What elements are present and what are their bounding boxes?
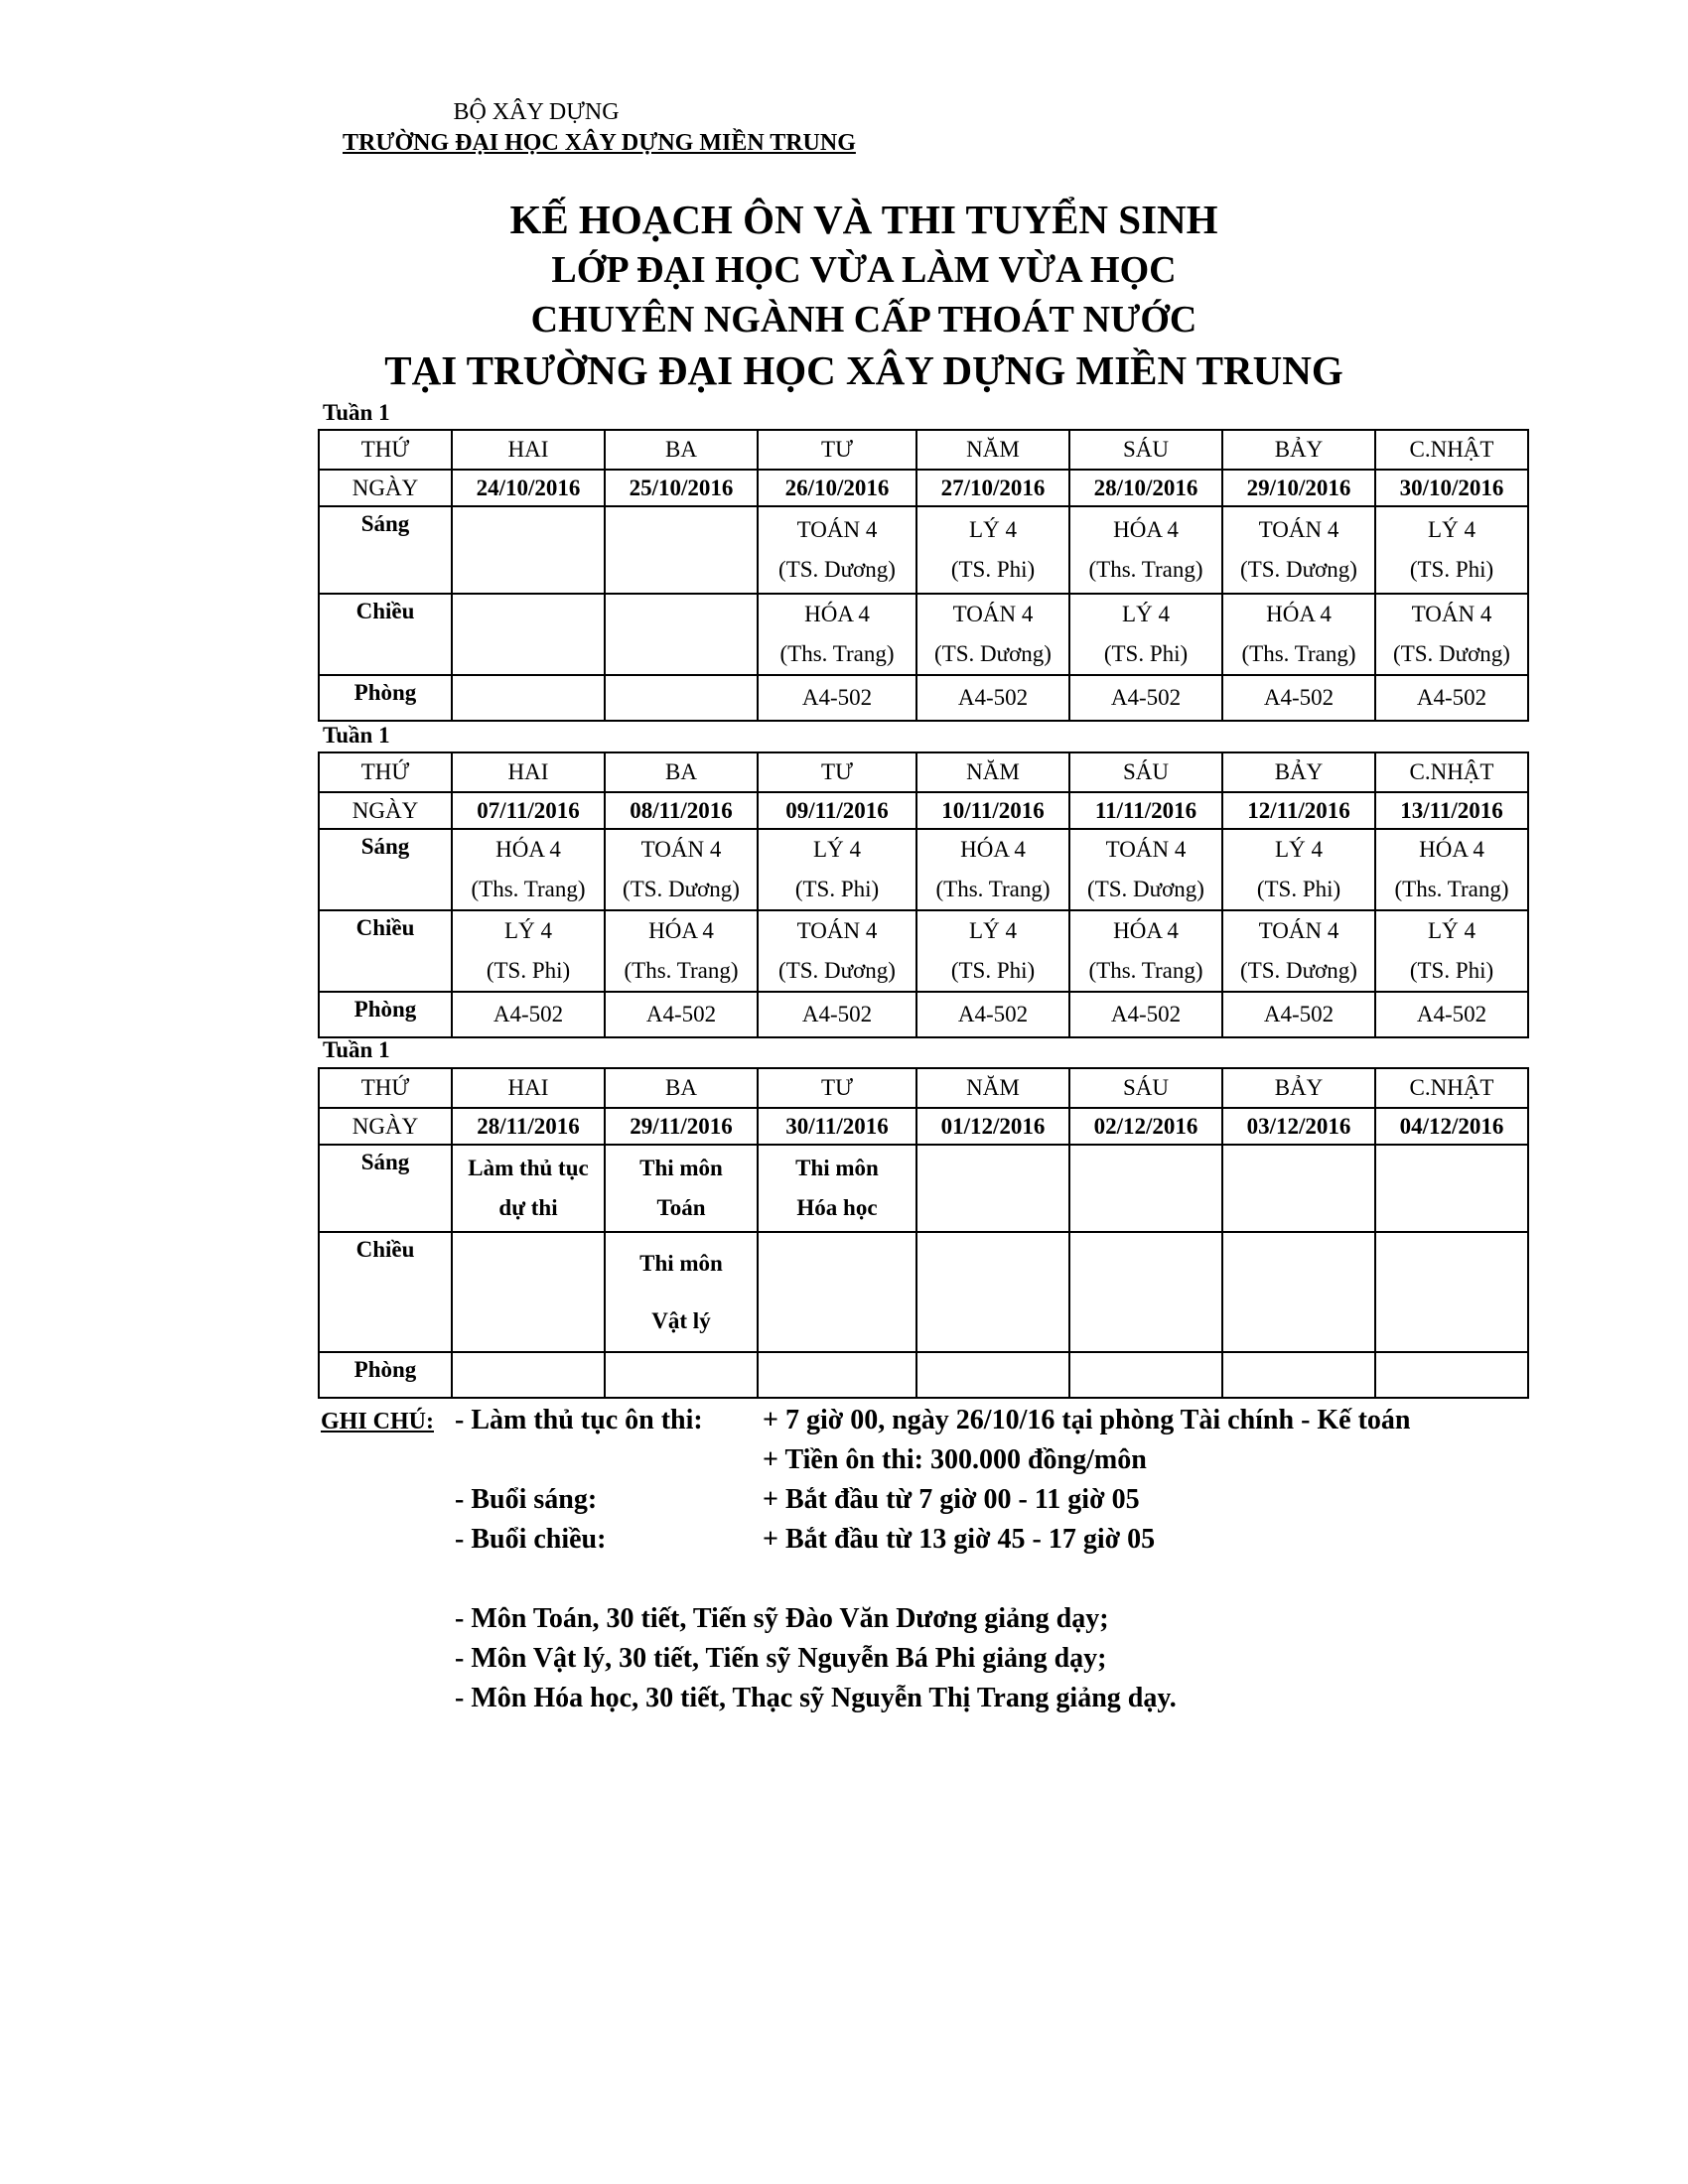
room-cell: A4-502 (916, 992, 1069, 1037)
session-subject: TOÁN 4 (1411, 602, 1492, 626)
session-teacher: (TS. Phi) (1409, 958, 1494, 983)
room-cell (452, 675, 605, 721)
note-line-4-left: - Buổi chiều: (455, 1524, 607, 1555)
room-cell (1222, 1352, 1375, 1398)
document-title (318, 194, 1410, 396)
room-cell (605, 675, 758, 721)
chieu-session-cell (1375, 1232, 1528, 1352)
ministry-name: BỘ XÂY DỰNG (453, 99, 620, 125)
row-label-ngay: NGÀY (319, 792, 452, 829)
room-cell: A4-502 (1222, 992, 1375, 1037)
sang-session-cell (605, 829, 758, 910)
week-label: Tuần 1 (323, 723, 390, 748)
room-cell (1069, 1352, 1222, 1398)
session-teacher: Vật lý (651, 1307, 711, 1333)
sang-session-cell (1069, 506, 1222, 594)
session-teacher: (TS. Phi) (950, 557, 1036, 582)
day-header: TƯ (758, 752, 916, 792)
schedule-table (318, 1067, 1529, 1399)
row-label-chieu: Chiều (319, 594, 452, 675)
date-cell: 24/10/2016 (452, 470, 605, 506)
day-header: TƯ (758, 1068, 916, 1108)
session-teacher: (TS. Dương) (623, 877, 740, 901)
session-subject: Thi môn (639, 1250, 723, 1276)
sang-session-cell (916, 506, 1069, 594)
date-cell: 29/11/2016 (605, 1108, 758, 1145)
session-subject: HÓA 4 (495, 837, 561, 862)
session-subject: HÓA 4 (1113, 517, 1179, 542)
date-cell: 13/11/2016 (1375, 792, 1528, 829)
date-cell: 04/12/2016 (1375, 1108, 1528, 1145)
session-teacher: (TS. Dương) (934, 641, 1052, 666)
date-cell: 02/12/2016 (1069, 1108, 1222, 1145)
chieu-session-cell (452, 910, 605, 992)
schedule-table (318, 429, 1529, 722)
room-cell: A4-502 (1375, 992, 1528, 1037)
row-label-thu: THỨ (319, 430, 452, 470)
session-teacher: (Ths. Trang) (1088, 557, 1203, 582)
session-subject: HÓA 4 (1113, 918, 1179, 943)
session-subject: LÝ 4 (1428, 517, 1476, 542)
sang-session-cell (758, 1145, 916, 1232)
session-teacher: (TS. Dương) (778, 557, 896, 582)
room-cell: A4-502 (1222, 675, 1375, 721)
day-header: C.NHẬT (1375, 430, 1528, 470)
subject-toan: - Môn Toán, 30 tiết, Tiến sỹ Đào Văn Dương giảng dạy; (455, 1603, 1109, 1634)
chieu-session-cell (605, 594, 758, 675)
date-cell: 26/10/2016 (758, 470, 916, 506)
session-subject: LÝ 4 (969, 517, 1017, 542)
chieu-session-cell (758, 910, 916, 992)
sang-session-cell (452, 829, 605, 910)
subject-vat-ly: - Môn Vật lý, 30 tiết, Tiến sỹ Nguyễn Bá Phi giảng dạy; (455, 1643, 1107, 1674)
room-cell: A4-502 (916, 675, 1069, 721)
date-cell: 28/10/2016 (1069, 470, 1222, 506)
room-cell: A4-502 (1069, 992, 1222, 1037)
row-label-ngay: NGÀY (319, 470, 452, 506)
row-label-thu: THỨ (319, 752, 452, 792)
sang-session-cell (1069, 1145, 1222, 1232)
sang-session-cell (1375, 829, 1528, 910)
day-header: HAI (452, 752, 605, 792)
session-teacher: (Ths. Trang) (1241, 641, 1356, 666)
chieu-session-cell (758, 594, 916, 675)
chieu-session-cell (1375, 910, 1528, 992)
day-header: NĂM (916, 430, 1069, 470)
session-teacher: (Ths. Trang) (471, 877, 586, 901)
session-subject: TOÁN 4 (952, 602, 1034, 626)
day-header: SÁU (1069, 752, 1222, 792)
session-subject: Làm thủ tục (468, 1156, 589, 1180)
day-header: BẢY (1222, 430, 1375, 470)
title-line-2: LỚP ĐẠI HỌC VỪA LÀM VỪA HỌC (551, 249, 1177, 291)
sang-session-cell (452, 1145, 605, 1232)
sang-session-cell (1222, 506, 1375, 594)
session-subject: LÝ 4 (1428, 918, 1476, 943)
date-cell: 30/11/2016 (758, 1108, 916, 1145)
day-header: BA (605, 1068, 758, 1108)
session-teacher: (TS. Dương) (1240, 557, 1357, 582)
note-line-4-right: + Bắt đầu từ 13 giờ 45 - 17 giờ 05 (763, 1524, 1156, 1555)
session-subject: TOÁN 4 (796, 918, 878, 943)
session-subject: HÓA 4 (1266, 602, 1332, 626)
session-teacher: (TS. Phi) (486, 958, 571, 983)
schedule-table (318, 751, 1529, 1038)
day-header: BA (605, 752, 758, 792)
row-label-chieu: Chiều (319, 910, 452, 992)
session-teacher: (Ths. Trang) (935, 877, 1051, 901)
chieu-session-cell (452, 594, 605, 675)
chieu-session-cell (1069, 910, 1222, 992)
chieu-session-cell (1069, 594, 1222, 675)
title-line-4: TẠI TRƯỜNG ĐẠI HỌC XÂY DỰNG MIỀN TRUNG (384, 347, 1343, 393)
session-teacher: (Ths. Trang) (1394, 877, 1509, 901)
sang-session-cell (605, 506, 758, 594)
session-subject: Thi môn (639, 1156, 723, 1180)
day-header: SÁU (1069, 1068, 1222, 1108)
session-teacher: (TS. Phi) (794, 877, 880, 901)
sang-session-cell (1375, 506, 1528, 594)
chieu-session-cell (916, 594, 1069, 675)
note-line-3-left: - Buổi sáng: (455, 1484, 598, 1515)
date-cell: 25/10/2016 (605, 470, 758, 506)
session-teacher: (TS. Dương) (1393, 641, 1510, 666)
date-cell: 11/11/2016 (1069, 792, 1222, 829)
sang-session-cell (916, 829, 1069, 910)
session-subject: HÓA 4 (804, 602, 870, 626)
room-cell: A4-502 (605, 992, 758, 1037)
room-cell: A4-502 (758, 992, 916, 1037)
day-header: NĂM (916, 1068, 1069, 1108)
row-label-chieu: Chiều (319, 1232, 452, 1352)
day-header: NĂM (916, 752, 1069, 792)
room-cell (916, 1352, 1069, 1398)
session-subject: TOÁN 4 (1105, 837, 1187, 862)
session-subject: LÝ 4 (1122, 602, 1170, 626)
session-teacher: Hóa học (796, 1195, 878, 1220)
session-subject: LÝ 4 (504, 918, 552, 943)
session-subject: TOÁN 4 (640, 837, 722, 862)
session-teacher: (Ths. Trang) (1088, 958, 1203, 983)
chieu-session-cell (605, 910, 758, 992)
session-subject: LÝ 4 (969, 918, 1017, 943)
date-cell: 10/11/2016 (916, 792, 1069, 829)
room-cell: A4-502 (1375, 675, 1528, 721)
session-subject: TOÁN 4 (796, 517, 878, 542)
date-cell: 12/11/2016 (1222, 792, 1375, 829)
date-cell: 08/11/2016 (605, 792, 758, 829)
session-teacher: (Ths. Trang) (779, 641, 895, 666)
title-line-3: CHUYÊN NGÀNH CẤP THOÁT NƯỚC (530, 299, 1197, 341)
note-line-1-left: - Làm thủ tục ôn thi: (455, 1405, 703, 1435)
day-header: SÁU (1069, 430, 1222, 470)
sang-session-cell (1375, 1145, 1528, 1232)
session-teacher: dự thi (498, 1195, 558, 1220)
session-subject: LÝ 4 (1275, 837, 1323, 862)
session-teacher: (TS. Phi) (950, 958, 1036, 983)
sang-session-cell (758, 506, 916, 594)
sang-session-cell (1222, 1145, 1375, 1232)
row-label-sang: Sáng (319, 506, 452, 594)
date-cell: 29/10/2016 (1222, 470, 1375, 506)
session-teacher: (TS. Phi) (1103, 641, 1189, 666)
sang-session-cell (916, 1145, 1069, 1232)
sang-session-cell (758, 829, 916, 910)
sang-session-cell (452, 506, 605, 594)
chieu-session-cell (605, 1232, 758, 1352)
session-subject: HÓA 4 (960, 837, 1026, 862)
document-header (343, 99, 899, 157)
row-label-thu: THỨ (319, 1068, 452, 1108)
row-label-ngay: NGÀY (319, 1108, 452, 1145)
session-teacher: (Ths. Trang) (624, 958, 739, 983)
session-teacher: (TS. Dương) (1087, 877, 1204, 901)
room-cell: A4-502 (758, 675, 916, 721)
session-subject: TOÁN 4 (1258, 517, 1339, 542)
notes-label: GHI CHÚ: (321, 1409, 434, 1434)
chieu-session-cell (1222, 1232, 1375, 1352)
day-header: HAI (452, 430, 605, 470)
row-label-phong: Phòng (319, 1352, 452, 1398)
chieu-session-cell (452, 1232, 605, 1352)
date-cell: 28/11/2016 (452, 1108, 605, 1145)
day-header: BẢY (1222, 752, 1375, 792)
row-label-phong: Phòng (319, 675, 452, 721)
school-name: TRƯỜNG ĐẠI HỌC XÂY DỰNG MIỀN TRUNG (343, 130, 856, 156)
chieu-session-cell (916, 910, 1069, 992)
row-label-sang: Sáng (319, 829, 452, 910)
week-label: Tuần 1 (323, 1037, 390, 1062)
chieu-session-cell (758, 1232, 916, 1352)
session-subject: TOÁN 4 (1258, 918, 1339, 943)
room-cell: A4-502 (1069, 675, 1222, 721)
session-subject: LÝ 4 (813, 837, 861, 862)
sang-session-cell (1222, 829, 1375, 910)
chieu-session-cell (1069, 1232, 1222, 1352)
note-line-1-right: + 7 giờ 00, ngày 26/10/16 tại phòng Tài chính - Kế toán (763, 1405, 1411, 1435)
date-cell: 03/12/2016 (1222, 1108, 1375, 1145)
session-teacher: (TS. Phi) (1256, 877, 1341, 901)
chieu-session-cell (916, 1232, 1069, 1352)
week-label: Tuần 1 (323, 400, 390, 425)
room-cell (758, 1352, 916, 1398)
session-teacher: (TS. Phi) (1409, 557, 1494, 582)
date-cell: 01/12/2016 (916, 1108, 1069, 1145)
session-teacher: Toán (656, 1195, 706, 1220)
session-teacher: (TS. Dương) (778, 958, 896, 983)
day-header: C.NHẬT (1375, 1068, 1528, 1108)
date-cell: 09/11/2016 (758, 792, 916, 829)
date-cell: 07/11/2016 (452, 792, 605, 829)
chieu-session-cell (1375, 594, 1528, 675)
row-label-phong: Phòng (319, 992, 452, 1037)
note-line-3-right: + Bắt đầu từ 7 giờ 00 - 11 giờ 05 (763, 1484, 1140, 1515)
day-header: HAI (452, 1068, 605, 1108)
room-cell (605, 1352, 758, 1398)
session-teacher: (TS. Dương) (1240, 958, 1357, 983)
day-header: TƯ (758, 430, 916, 470)
note-line-2-right: + Tiền ôn thi: 300.000 đồng/môn (763, 1444, 1147, 1475)
day-header: BA (605, 430, 758, 470)
day-header: C.NHẬT (1375, 752, 1528, 792)
room-cell (452, 1352, 605, 1398)
chieu-session-cell (1222, 594, 1375, 675)
row-label-sang: Sáng (319, 1145, 452, 1232)
session-subject: HÓA 4 (1419, 837, 1484, 862)
sang-session-cell (605, 1145, 758, 1232)
date-cell: 27/10/2016 (916, 470, 1069, 506)
date-cell: 30/10/2016 (1375, 470, 1528, 506)
subject-hoa-hoc: - Môn Hóa học, 30 tiết, Thạc sỹ Nguyễn Thị Trang giảng dạy. (455, 1683, 1177, 1713)
title-line-1: KẾ HOẠCH ÔN VÀ THI TUYỂN SINH (509, 197, 1218, 242)
day-header: BẢY (1222, 1068, 1375, 1108)
room-cell: A4-502 (452, 992, 605, 1037)
sang-session-cell (1069, 829, 1222, 910)
session-subject: HÓA 4 (648, 918, 714, 943)
room-cell (1375, 1352, 1528, 1398)
session-subject: Thi môn (795, 1156, 879, 1180)
chieu-session-cell (1222, 910, 1375, 992)
